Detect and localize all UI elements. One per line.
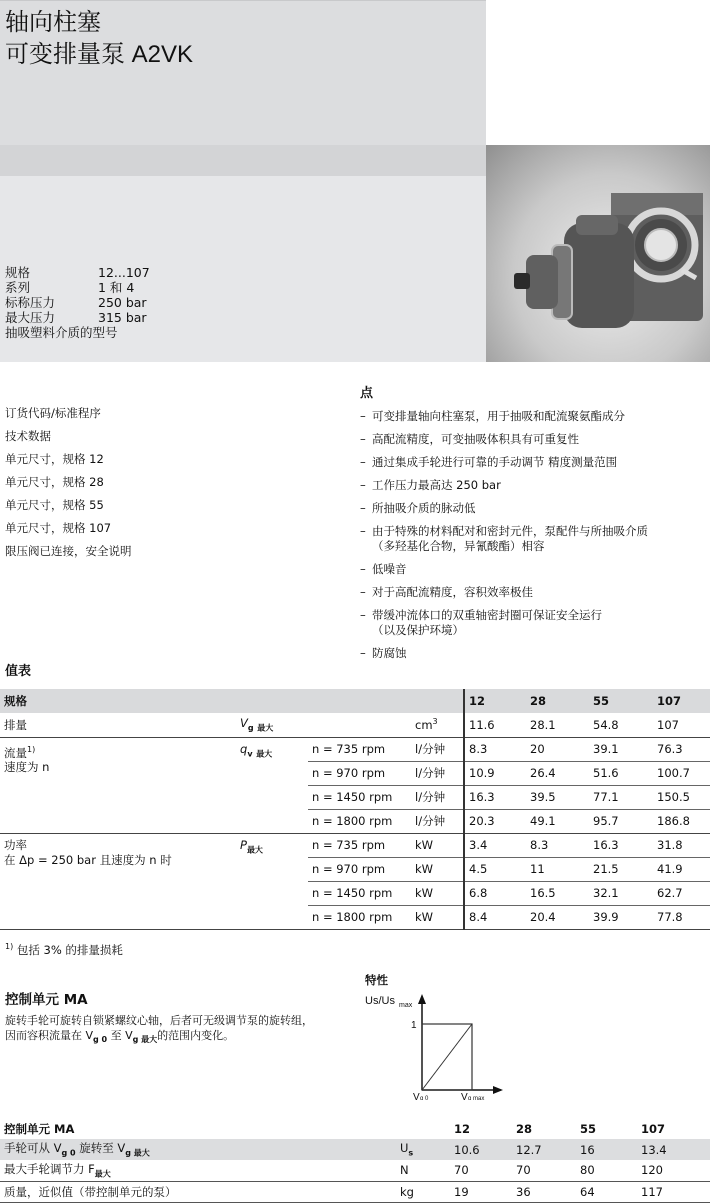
header-size-28: 28 xyxy=(526,689,589,713)
label-text: 旋转至 V xyxy=(75,1141,126,1156)
spec-label: 标称压力 xyxy=(5,295,56,310)
cell: 117 xyxy=(637,1181,710,1202)
bullet-dash: – xyxy=(360,608,366,622)
cell: 186.8 xyxy=(653,809,710,833)
symbol-sub: g xyxy=(247,723,254,733)
header-title-block xyxy=(0,0,486,145)
toc-item-dimensions-28[interactable]: 单元尺寸，规格 28 xyxy=(5,475,104,489)
unit: kW xyxy=(411,857,464,881)
symbol-qv-max xyxy=(236,737,308,833)
feature-text: 带缓冲流体口的双重轴密封圈可保证安全运行 xyxy=(372,608,602,622)
desc-text: 的范围内变化。 xyxy=(157,1029,235,1042)
header-size-28: 28 xyxy=(516,1121,533,1136)
feature-item xyxy=(360,646,705,661)
unit: kW xyxy=(411,881,464,905)
row-label xyxy=(0,1160,396,1181)
cell: 70 xyxy=(516,1163,531,1178)
speed: n = 1800 rpm xyxy=(308,809,411,833)
desc-text: 因而容积流量在 V xyxy=(5,1029,94,1042)
header-size-12: 12 xyxy=(454,1121,471,1136)
header-empty xyxy=(236,689,308,713)
cell: 6.8 xyxy=(464,881,526,905)
spec-value: 315 bar xyxy=(98,310,147,325)
label-sub: g 0 xyxy=(61,1148,76,1158)
cell: 19 xyxy=(450,1181,512,1202)
bullet-dash: – xyxy=(360,478,366,492)
feature-text: 由于特殊的材料配对和密封元件，泵配件与所抽吸介质 xyxy=(372,524,648,538)
feature-item xyxy=(360,478,705,493)
feature-item xyxy=(360,608,705,638)
row-label-flow xyxy=(0,737,236,833)
page-title xyxy=(5,7,193,71)
title-line-1: 轴向柱塞 xyxy=(5,9,101,36)
title-line-2: 可变排量泵 A2VK xyxy=(5,41,194,68)
desc-line-2 xyxy=(5,1028,355,1047)
cell: 77.1 xyxy=(589,785,653,809)
cell: 39.9 xyxy=(589,905,653,929)
unit: l/分钟 xyxy=(411,809,464,833)
row-label xyxy=(0,1139,396,1160)
feature-text-cont: （多羟基化合物，异氰酸酯）相容 xyxy=(372,539,545,553)
speed: n = 735 rpm xyxy=(308,833,411,857)
spec-row-series xyxy=(5,280,150,295)
cell: 12.7 xyxy=(512,1139,576,1160)
row-label-power xyxy=(0,833,236,929)
label-sub: 最大 xyxy=(94,1169,111,1179)
header-empty xyxy=(308,689,411,713)
cell: 32.1 xyxy=(589,881,653,905)
table-row-flow xyxy=(0,737,710,761)
cell: 100.7 xyxy=(653,761,710,785)
cell: 20.4 xyxy=(526,905,589,929)
feature-text-cont: （以及保护环境） xyxy=(372,623,464,637)
cell: 31.8 xyxy=(653,833,710,857)
cell: 10.9 xyxy=(464,761,526,785)
spec-label: 规格 xyxy=(5,265,31,280)
cell: 16 xyxy=(576,1139,637,1160)
desc-sub: g 最大 xyxy=(132,1035,158,1045)
unit: kg xyxy=(396,1181,450,1202)
footnote-mark: 1) xyxy=(5,942,14,952)
x-end-label: V xyxy=(461,1092,468,1100)
control-unit-description xyxy=(5,1013,355,1047)
speed: n = 970 rpm xyxy=(308,761,411,785)
feature-item xyxy=(360,501,705,516)
cell: 80 xyxy=(580,1163,595,1178)
footnote-text: 包括 3% 的排量损耗 xyxy=(16,943,123,957)
label-line-2: 在 Δp = 250 bar 且速度为 n 时 xyxy=(4,852,172,867)
toc-item-pressure-relief-safety[interactable]: 限压阀已连接，安全说明 xyxy=(5,544,132,558)
cell: 10.6 xyxy=(450,1139,512,1160)
feature-text: 所抽吸介质的脉动低 xyxy=(372,501,476,515)
y-axis-label: Us/Us xyxy=(365,995,395,1007)
feature-text: 工作压力最高达 250 bar xyxy=(372,478,501,492)
header-label: 控制单元 MA xyxy=(4,1121,75,1136)
symbol-sub: v xyxy=(247,748,253,758)
cell: 11.6 xyxy=(464,713,526,737)
spec-label: 抽吸塑料介质的型号 xyxy=(5,325,118,340)
toc-item-ordering-code[interactable]: 订货代码/标准程序 xyxy=(5,406,101,420)
cell: 8.4 xyxy=(464,905,526,929)
feature-text: 低噪音 xyxy=(372,562,407,576)
spec-row-max-pressure xyxy=(5,310,150,325)
arrow-up-icon xyxy=(418,994,426,1004)
feature-text: 可变排量轴向柱塞泵，用于抽吸和配流聚氨酯成分 xyxy=(372,409,625,423)
symbol: q xyxy=(240,741,248,756)
spec-label: 最大压力 xyxy=(5,310,56,325)
table-row-power xyxy=(0,833,710,857)
toc-item-technical-data[interactable]: 技术数据 xyxy=(5,429,51,443)
table-header-row xyxy=(0,1118,710,1139)
cell: 150.5 xyxy=(653,785,710,809)
feature-text: 防腐蚀 xyxy=(372,646,407,660)
label-line-2: 速度为 n xyxy=(4,760,50,775)
bullet-dash: – xyxy=(360,409,366,423)
cell: 3.4 xyxy=(464,833,526,857)
feature-text: 通过集成手轮进行可靠的手动调节 精度测量范围 xyxy=(372,455,618,469)
header-empty xyxy=(396,1118,450,1139)
spec-row-size xyxy=(5,265,150,280)
footnote xyxy=(5,942,123,958)
row-label: 质量，近似值（带控制单元的泵） xyxy=(0,1181,396,1202)
bullet-dash: – xyxy=(360,562,366,576)
bullet-dash: – xyxy=(360,646,366,660)
values-table-title: 值表 xyxy=(5,664,32,679)
unit-sup: 3 xyxy=(432,717,438,727)
unit: kW xyxy=(411,833,464,857)
features-list xyxy=(360,382,705,669)
unit: l/分钟 xyxy=(411,785,464,809)
control-unit-title: 控制单元 MA xyxy=(5,992,88,1008)
spec-label: 系列 xyxy=(5,280,31,295)
empty-cell xyxy=(308,713,411,737)
spec-row-nominal-pressure xyxy=(5,295,150,310)
unit-sub: s xyxy=(408,1148,414,1158)
cell: 21.5 xyxy=(589,857,653,881)
cell: 70 xyxy=(454,1163,469,1178)
cell: 49.1 xyxy=(526,809,589,833)
table-row-handwheel-turns xyxy=(0,1139,710,1160)
header-size-label: 规格 xyxy=(0,689,236,713)
feature-text: 高配流精度，可变抽吸体积具有可重复性 xyxy=(372,432,579,446)
cell: 36 xyxy=(512,1181,576,1202)
cell: 76.3 xyxy=(653,737,710,761)
cell: 20 xyxy=(526,737,589,761)
label-sub: g 最大 xyxy=(125,1148,150,1158)
label-text: 最大手轮调节力 F xyxy=(4,1162,95,1177)
header-empty xyxy=(411,689,464,713)
symbol-sub: 最大 xyxy=(257,723,274,733)
table-of-contents xyxy=(5,405,132,566)
header-size-55: 55 xyxy=(580,1121,597,1136)
header-size-12: 12 xyxy=(464,689,526,713)
cell: 39.5 xyxy=(526,785,589,809)
cell: 20.3 xyxy=(464,809,526,833)
unit-text: cm xyxy=(415,718,433,733)
feature-item xyxy=(360,524,705,554)
y-tick-1: 1 xyxy=(411,1020,417,1031)
characteristic-diagram xyxy=(365,990,505,1100)
cell: 28.1 xyxy=(530,717,556,732)
unit xyxy=(411,713,464,737)
spec-row-model-note xyxy=(5,325,150,340)
cell: 11 xyxy=(526,857,589,881)
bullet-dash: – xyxy=(360,585,366,599)
toc-item-dimensions-12[interactable]: 单元尺寸，规格 12 xyxy=(5,452,104,466)
cell: 16.3 xyxy=(464,785,526,809)
label: 流量 xyxy=(4,745,27,760)
cell: 39.1 xyxy=(589,737,653,761)
table-row-mass xyxy=(0,1181,710,1202)
cell: 120 xyxy=(641,1163,663,1178)
row-label: 排量 xyxy=(4,717,27,732)
cell: 13.4 xyxy=(637,1139,710,1160)
feature-item xyxy=(360,432,705,447)
feature-text: 对于高配流精度，容积效率极佳 xyxy=(372,585,533,599)
features-title: 点 xyxy=(360,386,374,401)
cell: 64 xyxy=(576,1181,637,1202)
spec-value: 1 和 4 xyxy=(98,280,135,295)
speed: n = 1800 rpm xyxy=(308,905,411,929)
cell: 16.3 xyxy=(589,833,653,857)
header-size-107: 107 xyxy=(653,689,710,713)
speed: n = 735 rpm xyxy=(308,737,411,761)
product-photo xyxy=(486,145,710,362)
cell: 41.9 xyxy=(653,857,710,881)
unit: l/分钟 xyxy=(411,761,464,785)
header-size-107: 107 xyxy=(641,1121,666,1136)
x-end-sub: g max xyxy=(468,1096,485,1100)
label-text: 手轮可从 V xyxy=(4,1141,62,1156)
symbol-vg-max xyxy=(236,713,308,737)
spec-value: 250 bar xyxy=(98,295,147,310)
label: 功率 xyxy=(4,837,27,852)
symbol-sub: 最大 xyxy=(256,748,273,758)
table-row-displacement xyxy=(0,713,710,737)
bullet-dash: – xyxy=(360,455,366,469)
cell: 54.8 xyxy=(593,717,619,732)
symbol: P xyxy=(240,837,247,852)
cell: 4.5 xyxy=(464,857,526,881)
toc-item-dimensions-107[interactable]: 单元尺寸，规格 107 xyxy=(5,521,112,535)
x-start-sub: g 0 xyxy=(420,1096,429,1100)
cell: 107 xyxy=(657,717,679,732)
cell: 16.5 xyxy=(526,881,589,905)
toc-item-dimensions-55[interactable]: 单元尺寸，规格 55 xyxy=(5,498,104,512)
speed: n = 1450 rpm xyxy=(308,881,411,905)
cell: 77.8 xyxy=(653,905,710,929)
symbol-p-max xyxy=(236,833,308,929)
pump-image-icon xyxy=(486,145,710,362)
spec-value: 12...107 xyxy=(98,265,150,280)
table-header-row xyxy=(0,689,710,713)
desc-line-1: 旋转手轮可旋转自锁紧螺纹心轴，后者可无级调节泵的旋转组， xyxy=(5,1014,313,1027)
cell: 95.7 xyxy=(589,809,653,833)
unit: N xyxy=(400,1163,409,1178)
unit xyxy=(396,1139,450,1160)
speed: n = 1450 rpm xyxy=(308,785,411,809)
feature-item xyxy=(360,409,705,424)
bullet-dash: – xyxy=(360,524,366,538)
x-start-label: V xyxy=(413,1092,420,1100)
symbol: V xyxy=(240,716,248,731)
feature-item xyxy=(360,585,705,600)
desc-sub: g 0 xyxy=(93,1035,108,1045)
cell: 8.3 xyxy=(464,737,526,761)
cell: 51.6 xyxy=(589,761,653,785)
desc-text: 至 V xyxy=(107,1029,133,1042)
feature-item xyxy=(360,455,705,470)
bullet-dash: – xyxy=(360,432,366,446)
cell: 62.7 xyxy=(653,881,710,905)
arrow-right-icon xyxy=(493,1086,503,1094)
unit: l/分钟 xyxy=(411,737,464,761)
y-axis-label-sub: max xyxy=(399,1002,413,1009)
values-table xyxy=(0,689,710,930)
symbol-sub: 最大 xyxy=(246,844,263,854)
spec-summary xyxy=(5,265,150,340)
cell: 8.3 xyxy=(526,833,589,857)
feature-item xyxy=(360,562,705,577)
unit-text: U xyxy=(400,1141,409,1156)
bullet-dash: – xyxy=(360,501,366,515)
unit: kW xyxy=(411,905,464,929)
table-row-max-force xyxy=(0,1160,710,1181)
header-size-55: 55 xyxy=(589,689,653,713)
characteristic-title: 特性 xyxy=(365,973,388,987)
cell: 26.4 xyxy=(526,761,589,785)
speed: n = 970 rpm xyxy=(308,857,411,881)
footnote-ref: 1) xyxy=(27,744,36,754)
control-unit-table xyxy=(0,1118,710,1203)
